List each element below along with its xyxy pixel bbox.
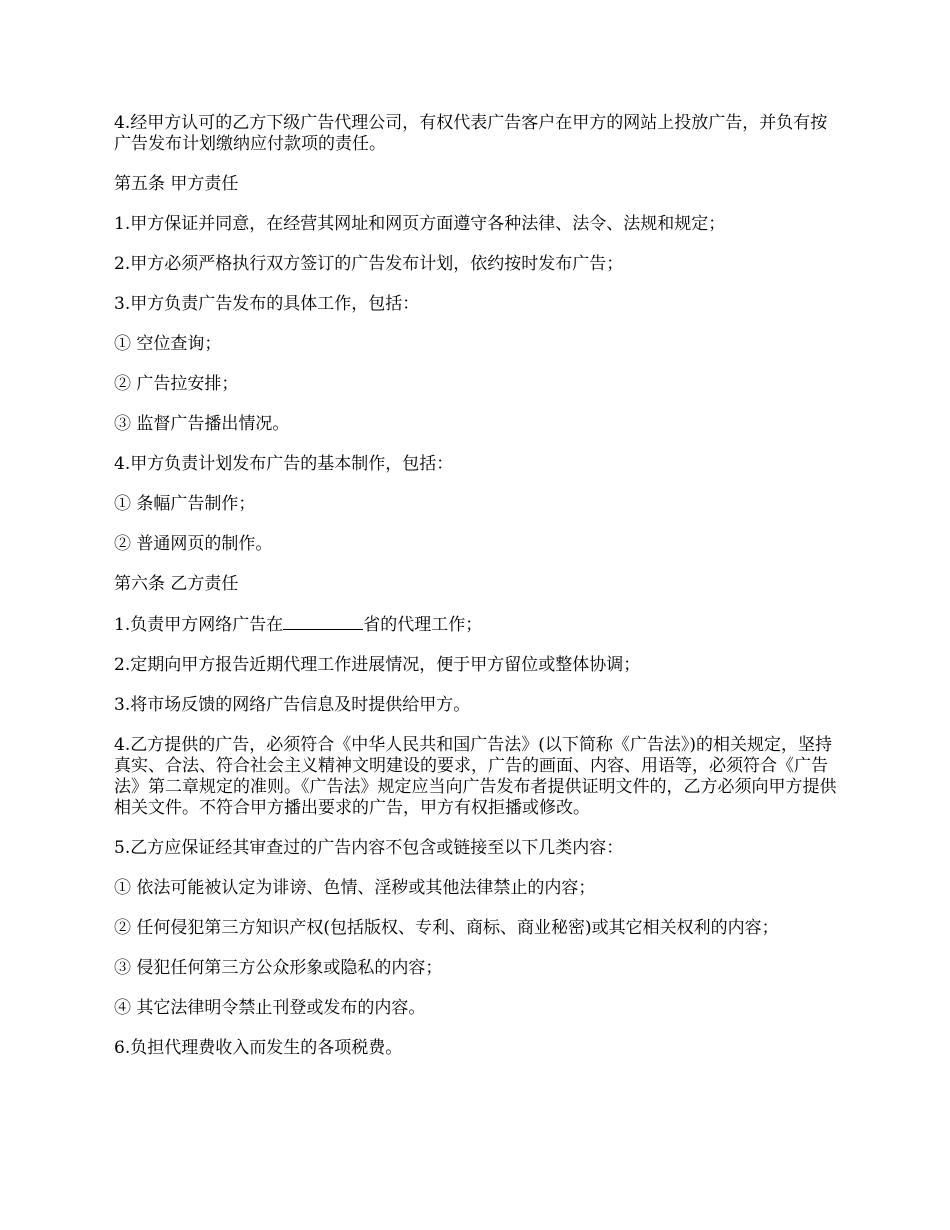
paragraph-party-b-5: 5.乙方应保证经其审查过的广告内容不包含或链接至以下几类内容： (114, 838, 624, 858)
paragraph-party-a-4: 4.甲方负责计划发布广告的基本制作，包括： (114, 454, 454, 474)
article-6-heading: 第六条 乙方责任 (114, 574, 239, 594)
paragraph-party-a-2: 2.甲方必须严格执行双方签订的广告发布计划，依约按时发布广告； (114, 254, 624, 274)
paragraph-clause-4-subagent: 4.经甲方认可的乙方下级广告代理公司，有权代表广告客户在甲方的网站上投放广告，并负有按广告发布计划缴纳应付款项的责任。 (114, 113, 828, 154)
list-item-privacy: ③ 侵犯任何第三方公众形象或隐私的内容； (114, 958, 443, 978)
article-5-heading: 第五条 甲方责任 (114, 174, 239, 194)
list-item-defamation: ① 依法可能被认定为诽谤、色情、淫秽或其他法律禁止的内容； (114, 878, 596, 898)
paragraph-party-b-1-prefix: 1.负责甲方网络广告在 (114, 615, 284, 635)
paragraph-party-b-3: 3.将市场反馈的网络广告信息及时提供给甲方。 (114, 695, 471, 715)
list-item-ad-arrangement: ② 广告拉安排； (114, 374, 239, 394)
list-item-ip-infringement: ② 任何侵犯第三方知识产权(包括版权、专利、商标、商业秘密)或其它相关权利的内容； (114, 918, 779, 938)
paragraph-party-b-1-suffix: 省的代理工作； (363, 615, 483, 635)
paragraph-party-b-4: 4.乙方提供的广告，必须符合《中华人民共和国广告法》(以下简称《广告法》)的相关规定，坚持真实、合法、符合社会主义精神文明建设的要求，广告的画面、内容、用语等，必须符合《广告法》第二章规定的准则。《广告法》规定应当向广告发布者提供证明文件的，乙方必须向甲方提供相关文件。不符合甲方播出要求的广告，甲方有权拒播或修改。 (114, 735, 837, 818)
list-item-monitor-broadcast: ③ 监督广告播出情况。 (114, 414, 290, 434)
list-item-vacancy-query: ① 空位查询； (114, 334, 222, 354)
paragraph-party-b-1 (114, 614, 844, 636)
list-item-banner-production: ① 条幅广告制作； (114, 494, 256, 514)
list-item-prohibited: ④ 其它法律明令禁止刊登或发布的内容。 (114, 998, 426, 1018)
document-page (114, 113, 844, 1078)
list-item-webpage-production: ② 普通网页的制作。 (114, 534, 273, 554)
province-blank-line (283, 614, 363, 630)
paragraph-party-b-6: 6.负担代理费收入而发生的各项税费。 (114, 1038, 403, 1058)
paragraph-party-a-3: 3.甲方负责广告发布的具体工作，包括： (114, 294, 420, 314)
paragraph-party-b-2: 2.定期向甲方报告近期代理工作进展情况，便于甲方留位或整体协调； (114, 655, 641, 675)
paragraph-party-a-1: 1.甲方保证并同意，在经营其网址和网页方面遵守各种法律、法令、法规和规定； (114, 214, 726, 234)
